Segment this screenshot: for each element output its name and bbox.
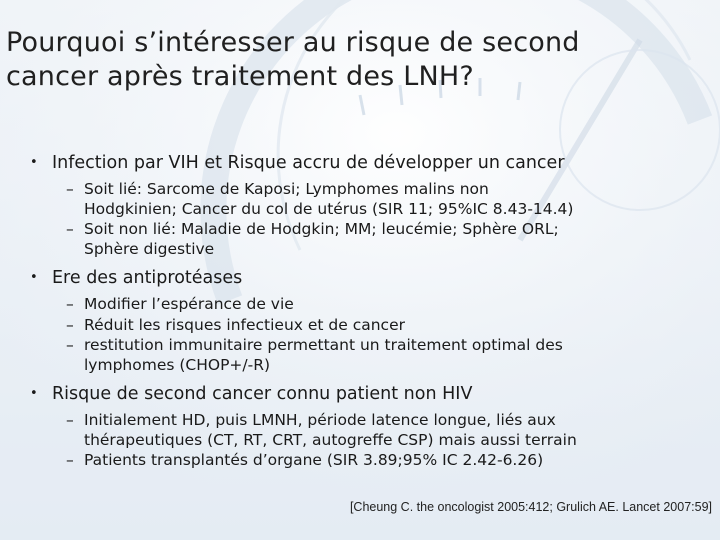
bullet-text: Infection par VIH et Risque accru de développer un cancer [52, 153, 565, 173]
sub-line-1: restitution immunitaire permettant un traitement optimal des [84, 336, 563, 354]
sub-bullet [28, 180, 708, 219]
bullet-text: Risque de second cancer connu patient non HIV [52, 384, 473, 404]
sub-bullet [28, 295, 708, 315]
bullet-2-subs [28, 295, 708, 375]
dash-marker: – [66, 411, 74, 429]
title-line-2: cancer après traitement des LNH? [6, 61, 474, 92]
sub-bullet [28, 336, 708, 375]
sub-line-1: Patients transplantés d’organe (SIR 3.89;95% IC 2.42-6.26) [84, 451, 544, 469]
bullet-marker: • [30, 270, 38, 285]
slide-body [28, 152, 708, 479]
title-line-1: Pourquoi s’intéresser au risque de second [6, 27, 580, 58]
dash-marker: – [66, 336, 74, 354]
bullet-3-subs [28, 411, 708, 471]
bullet-marker: • [30, 386, 38, 401]
dash-marker: – [66, 180, 74, 198]
bullet-1-subs [28, 180, 708, 259]
reference-citation: [Cheung C. the oncologist 2005:412; Grulich AE. Lancet 2007:59] [349, 500, 712, 514]
sub-line-2: lymphomes (CHOP+/-R) [84, 355, 271, 374]
dash-marker: – [66, 295, 74, 313]
sub-line-2: thérapeutiques (CT, RT, CRT, autogreffe CSP) mais aussi terrain [84, 430, 577, 449]
sub-line-1: Initialement HD, puis LMNH, période latence longue, liés aux [84, 411, 556, 429]
dash-marker: – [66, 220, 74, 238]
sub-bullet [28, 411, 708, 450]
sub-bullet [28, 316, 708, 336]
sub-bullet [28, 451, 708, 471]
bullet-1 [28, 152, 708, 174]
sub-bullet [28, 220, 708, 259]
bullet-marker: • [30, 155, 38, 170]
slide-title [6, 26, 706, 94]
sub-line-2: Sphère digestive [84, 239, 215, 258]
dash-marker: – [66, 315, 74, 334]
sub-line-1: Soit lié: Sarcome de Kaposi; Lymphomes malins non [84, 180, 489, 198]
sub-line-1: Réduit les risques infectieux et de cancer [84, 315, 405, 334]
bullet-3 [28, 383, 708, 405]
sub-line-2: Hodgkinien; Cancer du col de utérus (SIR 11; 95%IC 8.43-14.4) [84, 199, 574, 218]
sub-line-1: Modifier l’espérance de vie [84, 295, 294, 313]
dash-marker: – [66, 451, 74, 469]
bullet-text: Ere des antiprotéases [52, 268, 243, 288]
sub-line-1: Soit non lié: Maladie de Hodgkin; MM; leucémie; Sphère ORL; [84, 220, 559, 238]
bullet-2 [28, 267, 708, 289]
